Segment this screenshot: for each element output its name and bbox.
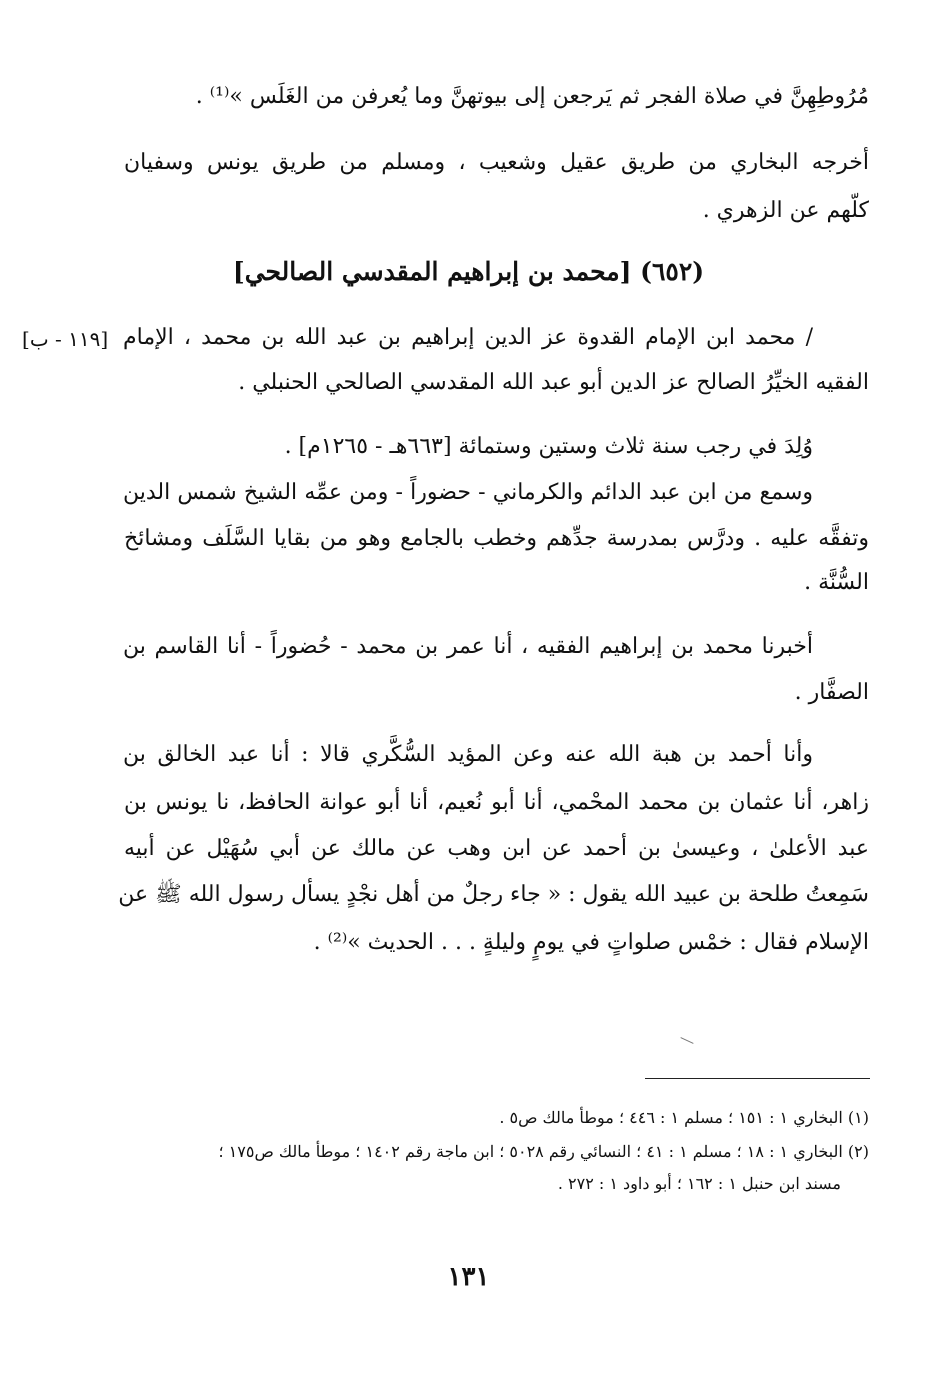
text-line: الفقيه الخيِّرُ الصالح عز الدين أبو عبد الله المقدسي الصالحي الحنبلي . bbox=[238, 370, 869, 395]
text-line: / محمد ابن الإمام القدوة عز الدين إبراهيم بن عبد الله بن محمد ، الإمام bbox=[123, 325, 813, 350]
footnote: (٢) البخاري ١ : ١٨ ؛ مسلم ١ : ٤١ ؛ النسائي رقم ٥٠٢٨ ؛ ابن ماجة رقم ١٤٠٢ ؛ موطأ مالك ص١٧٥ ؛ bbox=[218, 1142, 869, 1161]
text-line: وأنا أحمد بن هبة الله عنه وعن المؤيد السُّكَّري قالا : أنا عبد الخالق بن bbox=[123, 742, 813, 767]
text-line: أخرجه البخاري من طريق عقيل وشعيب ، ومسلم من طريق يونس وسفيان bbox=[124, 150, 869, 175]
text-line: كلّهم عن الزهري . bbox=[702, 198, 869, 223]
text-line: عبد الأعلىٰ ، وعيسىٰ بن أحمد عن ابن وهب عن مالك عن أبي سُهَيْل عن أبيه bbox=[124, 836, 869, 861]
text-line: وتفقَّه عليه . ودرَّس بمدرسة جدِّهم وخطب بالجامع وهو من بقايا السَّلَف ومشائخ bbox=[124, 526, 869, 551]
text-line: مُرُوطِهِنَّ في صلاة الفجر ثم يَرجعن إلى بيوتهنَّ وما يُعرفن من الغَلَس »⁽¹⁾ . bbox=[195, 84, 869, 109]
text-line: وُلِدَ في رجب سنة ثلاث وستين وستمائة [٦٦٣هـ - ١٢٦٥م] . bbox=[284, 434, 813, 459]
entry-heading: (٦٥٢) [محمد بن إبراهيم المقدسي الصالحي] bbox=[232, 257, 705, 286]
text-line: أخبرنا محمد بن إبراهيم الفقيه ، أنا عمر بن محمد - حُضوراً - أنا القاسم بن bbox=[123, 634, 813, 659]
page-number: ١٣١ bbox=[447, 1262, 490, 1292]
scan-speck bbox=[680, 1037, 693, 1044]
text-line: الإسلام فقال : خمْس صلواتٍ في يومٍ وليلةٍ . . . الحديث »⁽²⁾ . bbox=[313, 930, 869, 955]
footnote-divider bbox=[645, 1078, 870, 1079]
footnote: (١) البخاري ١ : ١٥١ ؛ مسلم ١ : ٤٤٦ ؛ موطأ مالك ص٥ . bbox=[499, 1108, 869, 1127]
text-line: سَمِعتُ طلحة بن عبيد الله يقول : « جاء رجلٌ من أهل نجْدٍ يسأل رسول الله ﷺ عن bbox=[118, 882, 869, 907]
text-line: زاهر، أنا عثمان بن محمد المحْمي، أنا أبو نُعيم، أنا أبو عوانة الحافظ، نا يونس بن bbox=[124, 790, 869, 815]
text-line: وسمع من ابن عبد الدائم والكرماني - حضوراً - ومن عمِّه الشيخ شمس الدين bbox=[123, 480, 813, 505]
manuscript-folio-note: [١١٩ - ب] bbox=[22, 327, 109, 351]
text-line: الصفَّار . bbox=[794, 680, 869, 705]
text-line: السُّنَّة . bbox=[804, 570, 869, 595]
footnote: مسند ابن حنبل ١ : ١٦٢ ؛ أبو داود ١ : ٢٧٢ . bbox=[557, 1174, 841, 1193]
